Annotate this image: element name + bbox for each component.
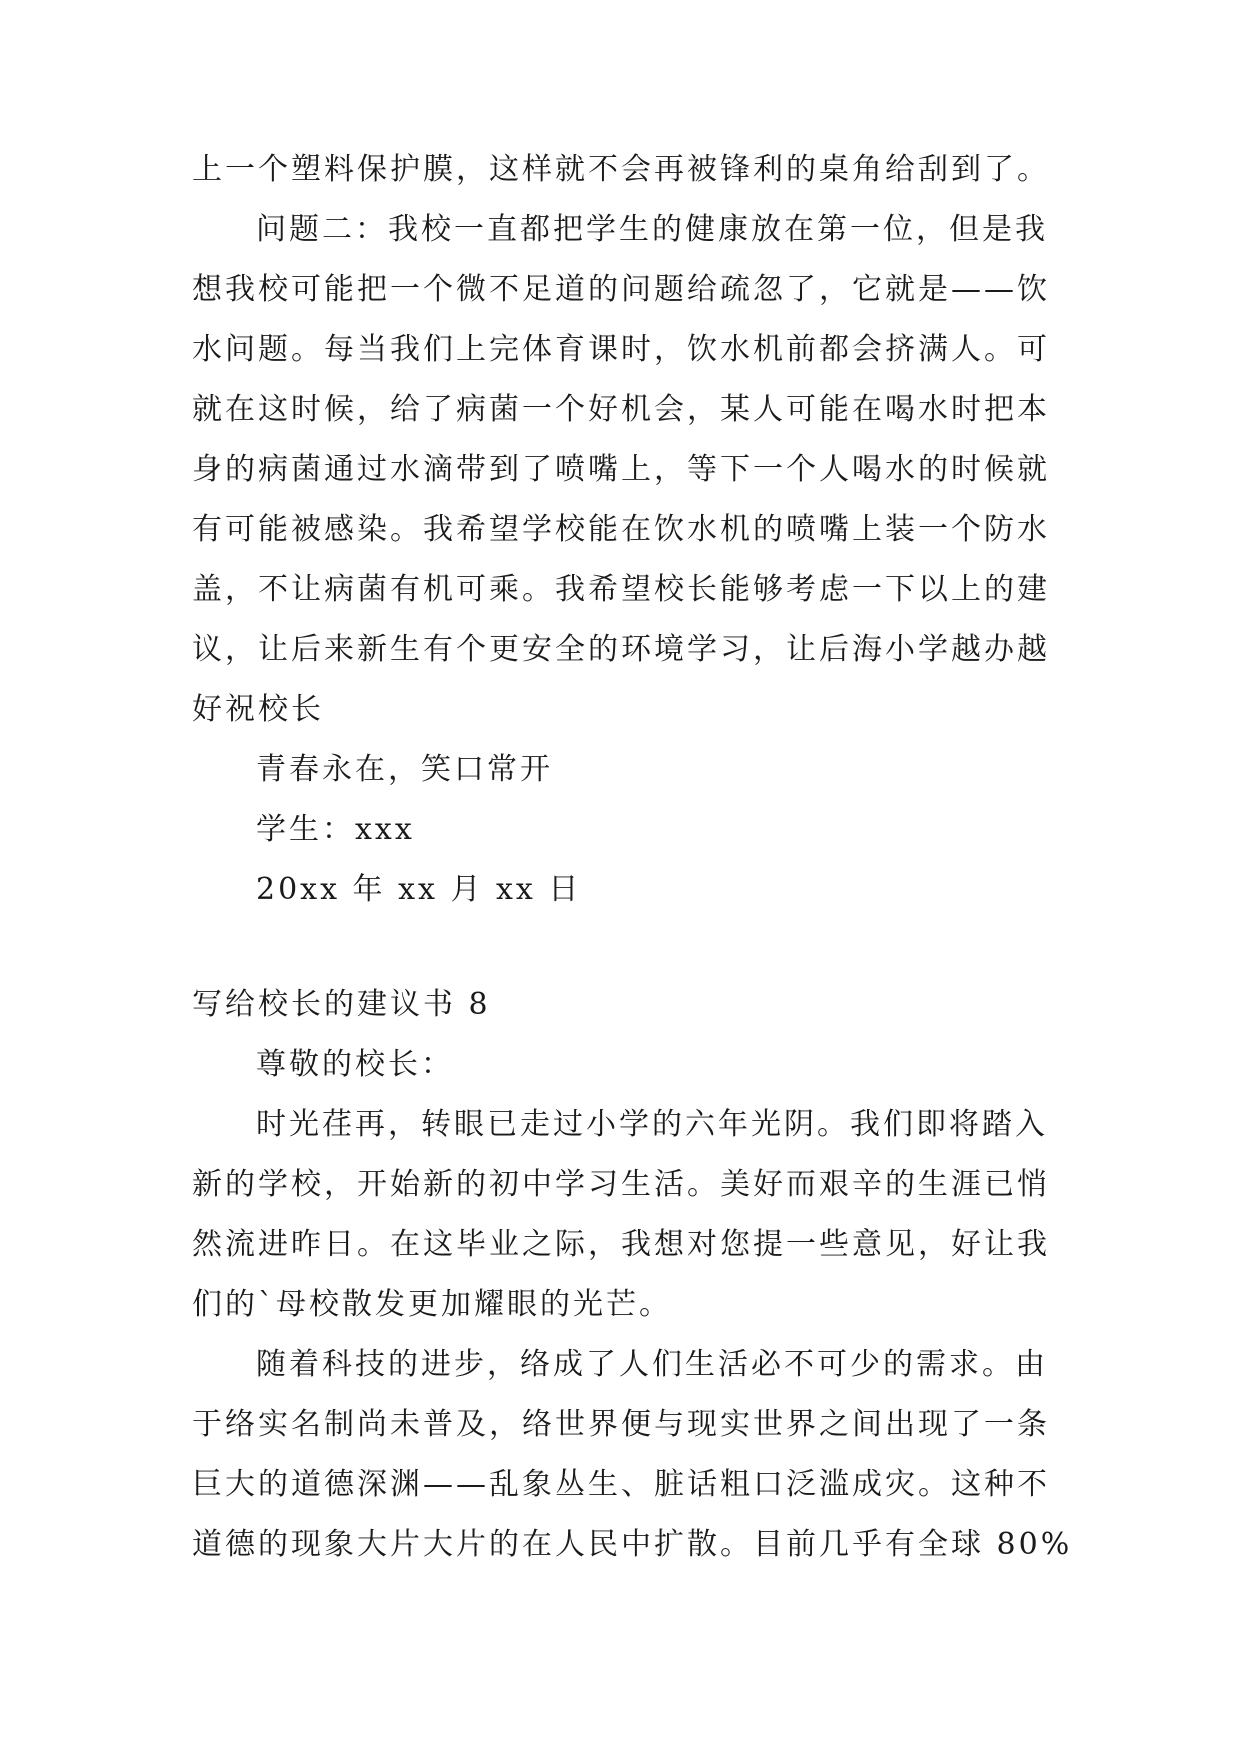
- paragraph-line: 于络实名制尚未普及，络世界便与现实世界之间出现了一条: [192, 1407, 1050, 1442]
- paragraph-line: 时光荏再，转眼已走过小学的六年光阴。我们即将踏入: [256, 1107, 1048, 1142]
- closing-line: 青春永在，笑口常开: [256, 752, 553, 787]
- paragraph-line: 好祝校长: [192, 692, 324, 727]
- paragraph-line: 问题二：我校一直都把学生的健康放在第一位，但是我: [256, 212, 1048, 247]
- paragraph-line: 有可能被感染。我希望学校能在饮水机的喷嘴上装一个防水: [192, 512, 1050, 547]
- paragraph-line: 就在这时候，给了病菌一个好机会，某人可能在喝水时把本: [192, 392, 1050, 427]
- salutation-line: 尊敬的校长：: [256, 1047, 454, 1082]
- paragraph-line: 们的`母校散发更加耀眼的光芒。: [192, 1287, 672, 1322]
- paragraph-line: 新的学校，开始新的初中学习生活。美好而艰辛的生涯已悄: [192, 1167, 1050, 1202]
- paragraph-line: 然流进昨日。在这毕业之际，我想对您提一些意见，好让我: [192, 1227, 1050, 1262]
- date-line: 20xx 年 xx 月 xx 日: [256, 872, 582, 907]
- paragraph-line: 身的病菌通过水滴带到了喷嘴上，等下一个人喝水的时候就: [192, 452, 1050, 487]
- paragraph-line: 道德的现象大片大片的在人民中扩散。目前几乎有全球 80%: [192, 1527, 1073, 1562]
- paragraph-line: 盖，不让病菌有机可乘。我希望校长能够考虑一下以上的建: [192, 572, 1050, 607]
- signature-line: 学生：xxx: [256, 812, 415, 847]
- paragraph-line: 想我校可能把一个微不足道的问题给疏忽了，它就是——饮: [192, 272, 1050, 307]
- paragraph-line: 随着科技的进步，络成了人们生活必不可少的需求。由: [256, 1347, 1048, 1382]
- paragraph-line: 议，让后来新生有个更安全的环境学习，让后海小学越办越: [192, 632, 1050, 667]
- paragraph-line: 上一个塑料保护膜，这样就不会再被锋利的桌角给刮到了。: [192, 152, 1050, 187]
- section-title: 写给校长的建议书 8: [192, 987, 491, 1022]
- paragraph-line: 巨大的道德深渊——乱象丛生、脏话粗口泛滥成灾。这种不: [192, 1467, 1050, 1502]
- paragraph-line: 水问题。每当我们上完体育课时，饮水机前都会挤满人。可: [192, 332, 1050, 367]
